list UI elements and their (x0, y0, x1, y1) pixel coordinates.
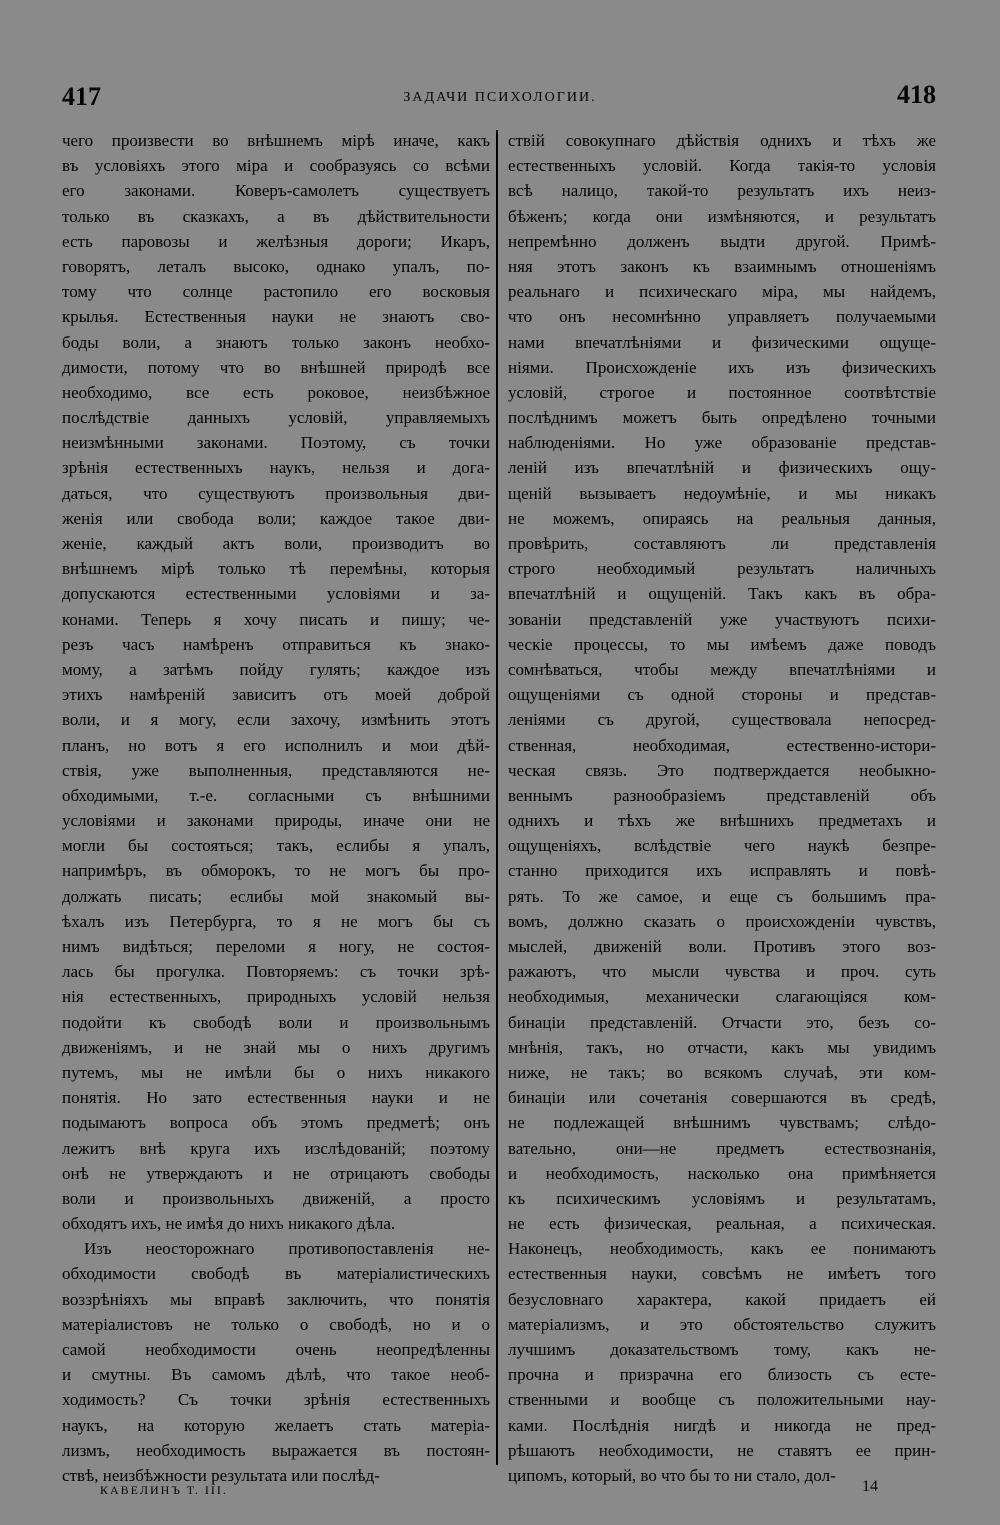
text-line: воззрѣніяхъ мы вправѣ заключить, что понятія (62, 1289, 490, 1309)
text-line: боды воли, а знаютъ только законъ необхо- (62, 332, 490, 352)
text-line: мыслей, движеній воли. Противъ этого воз- (508, 937, 936, 956)
text-line: однихъ и тѣхъ же внѣшнихъ предметахъ и (508, 811, 936, 831)
text-line: ками. Послѣднія нигдѣ и никогда не пред- (508, 1415, 936, 1435)
text-line: естественныя науки, совсѣмъ не имѣетъ того (508, 1264, 936, 1284)
text-line: резъ часъ намѣренъ отправиться къ знако- (62, 634, 490, 654)
text-line: непремѣнно долженъ выдти другой. Примѣ- (508, 231, 936, 251)
text-line: внѣшнемъ мірѣ только тѣ перемѣны, которыя (62, 559, 490, 579)
text-line: женіе, каждый актъ воли, производитъ во (62, 534, 490, 553)
text-line: чего произвести во внѣшнемъ мірѣ иначе, какъ (62, 131, 490, 150)
text-line: зрѣнія естественныхъ наукъ, нельзя и дога- (62, 458, 490, 478)
text-line: не подлежащей внѣшнимъ чувствамъ; слѣдо- (508, 1113, 936, 1133)
text-line: понятія. Но зато естественныя науки и не (62, 1088, 490, 1108)
text-line: ствія, уже выполненныя, представляются не- (62, 760, 490, 780)
text-line: движеніямъ, и не знай мы о нихъ другимъ (62, 1037, 490, 1057)
text-line: Наконецъ, необходимость, какъ ее понимаютъ (508, 1239, 936, 1259)
text-line: воли и произвольныхъ движеній, а просто (62, 1188, 490, 1208)
text-line: его законами. Коверъ-самолетъ существуетъ (62, 181, 490, 201)
text-line: въ условіяхъ этого міра и сообразуясь со всѣми (62, 156, 490, 176)
text-line: лучшимъ доказательствомъ тому, какъ не- (508, 1340, 936, 1359)
text-line: леній изъ впечатлѣній и физическихъ ощу- (508, 458, 936, 478)
text-line: ствій совокупнаго дѣйствія однихъ и тѣхъ же (508, 131, 936, 150)
text-line: ѣхалъ изъ Петербурга, то я не могъ бы съ (62, 911, 490, 931)
text-line: лизмъ, необходимость выражается въ постоян- (62, 1440, 490, 1460)
text-line: лась бы прогулка. Повторяемъ: съ точки зрѣ- (62, 962, 490, 982)
text-line: напримѣръ, въ обморокъ, то не могъ бы про- (62, 861, 490, 881)
text-line: матеріалистовъ не только о свободѣ, но и о (62, 1314, 490, 1334)
text-line: Изъ неосторожнаго противопоставленія не- (84, 1239, 490, 1259)
text-line: щеній вызываетъ недоумѣніе, и мы никакъ (508, 483, 936, 503)
text-line: ощущеніяхъ, вслѣдствіе чего наукѣ безпре- (508, 836, 936, 856)
page-number-right: 418 (897, 80, 936, 109)
text-line: тому что солнце растопило его восковыя (62, 282, 490, 302)
text-line: няя этотъ законъ къ взаимнымъ отношеніямъ (508, 256, 936, 276)
text-line: что онъ несомнѣнно управляетъ получаемыми (508, 307, 936, 327)
text-line: онѣ не утверждаютъ и не отрицаютъ свободы (62, 1163, 490, 1183)
text-line: обходимости свободѣ въ матеріалистическихъ (62, 1264, 490, 1284)
text-line: ражаютъ, что мысли чувства и проч. суть (508, 962, 936, 982)
text-line: обходятъ ихъ, не имѣя до нихъ никакого дѣла. (62, 1214, 396, 1234)
text-line: ниже, не такъ; во всякомъ случаѣ, эти ком- (508, 1062, 936, 1082)
text-line: всѣ налицо, такой-то результатъ ихъ неиз- (508, 181, 936, 201)
text-line: крылья. Естественныя науки не знаютъ сво- (62, 307, 490, 327)
text-line: строго необходимый результатъ наличныхъ (508, 559, 936, 579)
text-line: нія естественныхъ, природныхъ условій нельзя (62, 987, 490, 1007)
text-line: допускаются естественными условіями и за- (62, 584, 490, 604)
text-line: мому, а затѣмъ пойду гулять; каждое изъ (62, 659, 490, 679)
text-line: не есть физическая, реальная, а психическая. (508, 1214, 936, 1234)
text-line: ственными и вообще съ положительными нау- (508, 1390, 936, 1410)
text-line: и смутны. Въ самомъ дѣлѣ, что такое необ- (62, 1365, 490, 1385)
text-line: бинаціи представленій. Отчасти это, безъ со- (508, 1012, 936, 1032)
text-line: рять. То же самое, и еще съ большимъ пра- (508, 886, 936, 906)
text-line: матеріализмъ, и это обстоятельство служитъ (508, 1314, 936, 1334)
text-line: могли бы состояться; такъ, еслибы я упалъ, (62, 836, 490, 856)
text-line: нимъ видѣться; переломи я ногу, не состоя- (62, 937, 490, 956)
text-line: станно приходится ихъ исправлять и повѣ- (508, 861, 936, 881)
text-line: ощущеніями съ одной стороны и представ- (508, 685, 936, 705)
text-line: подойти къ свободѣ воли и произвольнымъ (62, 1012, 490, 1032)
text-line: этихъ намѣреній зависитъ отъ моей доброй (62, 685, 490, 705)
text-line: зованіи представленій уже участвуютъ психи- (508, 609, 936, 629)
text-line: условій, строгое и постоянное соотвѣтствіе (508, 382, 936, 402)
text-line: путемъ, мы не имѣли бы о нихъ никакого (62, 1062, 490, 1082)
text-line: провѣрить, составляютъ ли представленія (508, 534, 936, 553)
text-line: рѣшаютъ необходимости, не ставятъ ее прин- (508, 1440, 936, 1460)
text-line: вательно, они—не предметъ естествознанія, (508, 1138, 936, 1158)
left-text-column (62, 128, 490, 1488)
text-line: необходимыя, механически слагающіяся ком- (508, 987, 936, 1007)
text-line: ципомъ, который, во что бы то ни стало, дол- (508, 1465, 836, 1485)
text-line: наукъ, на которую желаетъ стать матеріа- (62, 1415, 490, 1435)
text-line: къ психическимъ условіямъ и результатамъ, (508, 1188, 936, 1208)
text-line: необходимо, все есть роковое, неизбѣжное (62, 382, 490, 402)
text-line: ческіе процессы, то мы имѣемъ даже поводъ (508, 634, 936, 654)
text-line: самой необходимости очень неопредѣленны (62, 1340, 490, 1359)
text-line: мнѣнія, такъ, но отчасти, какъ мы увидимъ (508, 1037, 936, 1057)
text-line: послѣднимъ можетъ быть опредѣлено точными (508, 408, 936, 428)
text-line: неизмѣнными законами. Поэтому, съ точки (62, 433, 490, 453)
text-line: ческая связь. Это подтверждается необыкно- (508, 760, 936, 780)
text-line: и необходимость, насколько она примѣняется (508, 1163, 936, 1183)
text-line: впечатлѣній и ощущеній. Такъ какъ въ обра- (508, 584, 936, 604)
text-line: есть паровозы и желѣзныя дороги; Икаръ, (62, 231, 490, 251)
text-line: послѣдствіе данныхъ условій, управляемыхъ (62, 408, 490, 428)
text-line: обходимыми, т.-е. согласными съ внѣшними (62, 785, 490, 805)
page-number-left: 417 (62, 82, 101, 111)
text-line: ствѣ, неизбѣжности результата или послѣд- (62, 1465, 380, 1485)
text-line: женія или свобода воли; каждое такое дви- (62, 508, 490, 528)
text-line: говорятъ, леталъ высоко, однако упалъ, по- (62, 256, 490, 276)
text-line: даться, что существуютъ произвольныя дви- (62, 483, 490, 503)
text-line: должать писать; еслибы мой знакомый вы- (62, 886, 490, 906)
text-line: естественныхъ условій. Когда такія-то условія (508, 156, 936, 176)
text-line: ніями. Происхожденіе ихъ изъ физическихъ (508, 357, 936, 377)
column-divider (496, 130, 498, 1465)
text-line: бинаціи или сочетанія совершаются въ средѣ, (508, 1088, 936, 1108)
text-line: безусловнаго характера, какой придаетъ ей (508, 1289, 936, 1309)
text-line: лежитъ внѣ круга ихъ изслѣдованій; поэтому (62, 1138, 490, 1158)
text-line: только въ сказкахъ, а въ дѣйствительности (62, 206, 490, 226)
text-line: ходимость? Съ точки зрѣнія естественныхъ (62, 1390, 490, 1410)
text-line: планъ, но вотъ я его исполнилъ и мои дѣй- (62, 735, 490, 755)
text-line: прочна и призрачна его близость съ есте- (508, 1365, 936, 1385)
text-line: воли, и я могу, если захочу, измѣнить этотъ (62, 710, 490, 730)
running-title: ЗАДАЧИ ПСИХОЛОГИИ. (403, 90, 597, 105)
text-line: не можемъ, опираясь на реальныя данныя, (508, 508, 936, 528)
sheet-number: 14 (862, 1478, 878, 1495)
text-line: подымаютъ вопроса объ этомъ предметѣ; онъ (62, 1113, 490, 1133)
signature-mark: КАВЕЛИНЪ Т. III. (100, 1483, 228, 1497)
right-text-column (508, 128, 936, 1488)
text-line: веннымъ разнообразіемъ представленій объ (508, 785, 936, 805)
text-line: димости, потому что во внѣшней природѣ все (62, 357, 490, 377)
text-line: реальнаго и психическаго міра, мы найдемъ, (508, 282, 936, 302)
text-line: вомъ, должно сказать о происхожденіи чувствъ, (508, 911, 936, 931)
text-line: наблюденіями. Но уже образованіе представ- (508, 433, 936, 453)
text-line: сомнѣваться, чтобы между впечатлѣніями и (508, 659, 936, 679)
text-line: условіями и законами природы, иначе они не (62, 811, 490, 831)
text-line: нами впечатлѣніями и физическими ощуще- (508, 332, 936, 352)
text-line: леніями съ другой, существовала непосред- (508, 710, 936, 730)
text-line: ственная, необходимая, естественно-истори- (508, 735, 936, 755)
text-line: конами. Теперь я хочу писать и пишу; че- (62, 609, 490, 629)
text-line: бѣженъ; когда они измѣняются, и результатъ (508, 206, 936, 226)
